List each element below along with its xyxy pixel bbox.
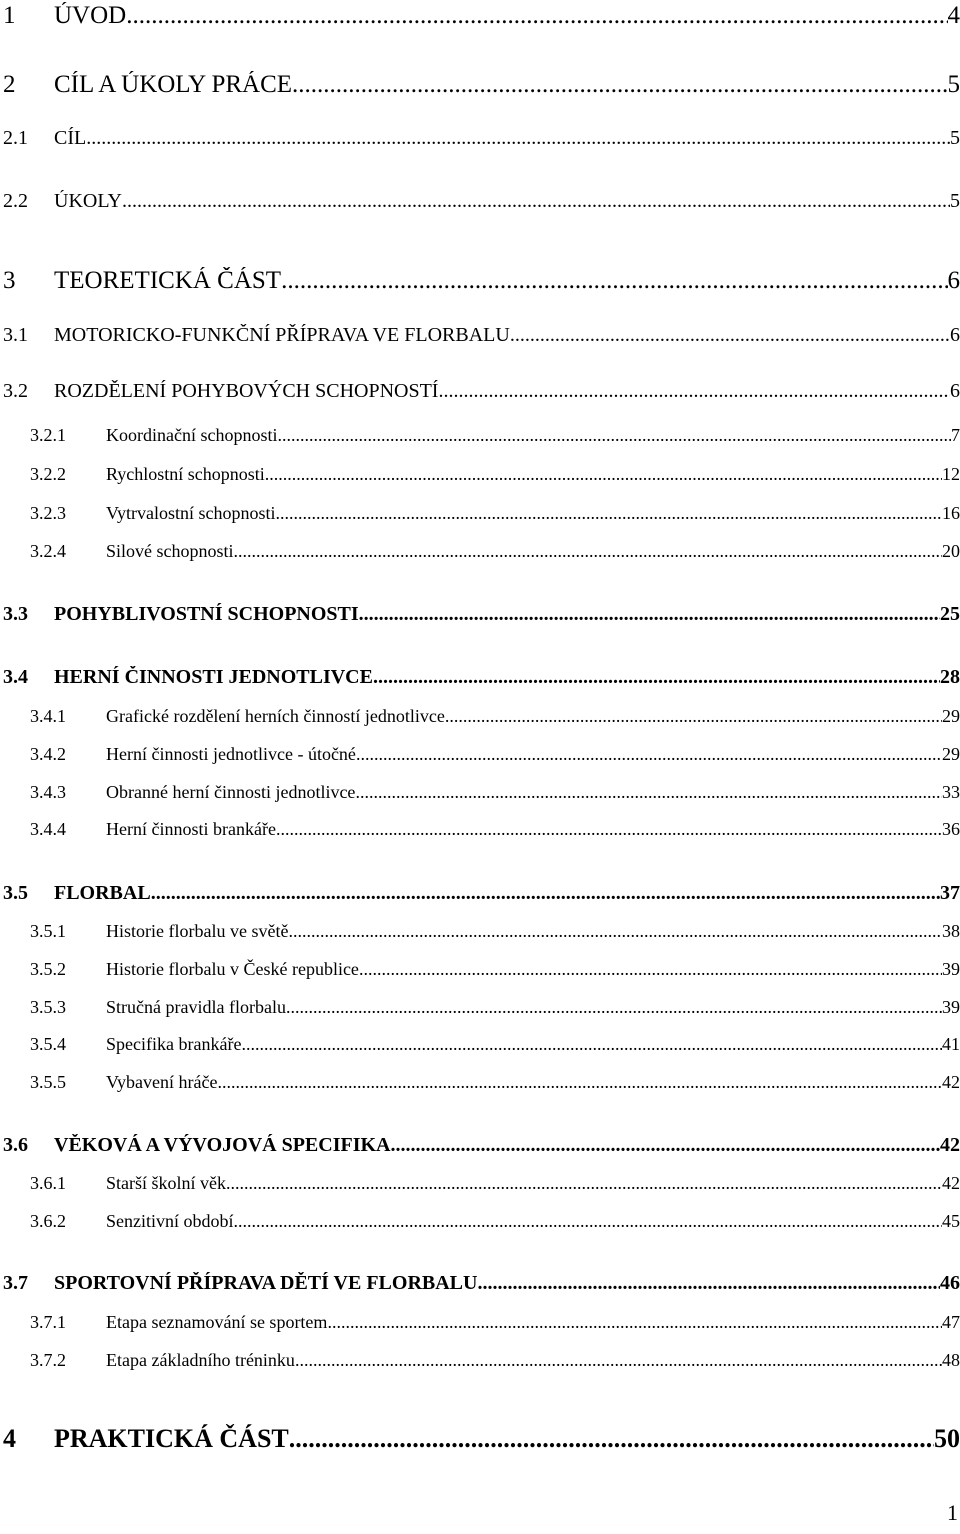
toc-entry[interactable] [0,324,960,354]
toc-entry[interactable] [0,127,960,157]
toc-entry[interactable] [0,541,960,571]
toc-entry[interactable] [0,921,960,951]
toc-entry-number: 3.4.3 [30,782,66,802]
toc-entry-page: 20 [942,541,960,561]
toc-entry-line [106,706,960,727]
toc-entry[interactable] [0,267,960,297]
toc-entry[interactable] [0,666,960,696]
toc-entry-line [54,2,960,30]
toc-entry-page: 47 [942,1312,960,1332]
toc-entry[interactable] [0,464,960,494]
toc-entry[interactable] [0,603,960,633]
toc-entry[interactable] [0,503,960,533]
toc-entry-number: 3.5 [3,882,28,904]
toc-leader-dots [391,1134,941,1157]
toc-entry-number: 3.2.1 [30,425,66,445]
toc-entry-number: 3.6.1 [30,1173,66,1193]
toc-entry-title: Grafické rozdělení herních činností jednotlivce [106,706,445,726]
toc-leader-dots [265,464,942,485]
toc-entry-page: 4 [947,2,960,29]
toc-entry-title: Historie florbalu v České republice [106,959,359,979]
toc-entry-title: Koordinační schopnosti [106,425,278,445]
toc-entry-number: 3.4.1 [30,706,66,726]
toc-entry-line [54,190,960,213]
toc-entry-page: 50 [934,1424,960,1453]
toc-entry-page: 38 [942,921,960,941]
toc-leader-dots [151,882,940,905]
toc-entry-title: FLORBAL [54,882,151,904]
toc-entry-title: Herní činnosti brankáře [106,819,276,839]
toc-entry-number: 3.2.4 [30,541,66,561]
toc-leader-dots [295,1350,942,1371]
toc-entry[interactable] [0,1134,960,1164]
toc-entry-line [106,744,960,765]
toc-entry-title: Starší školní věk [106,1173,226,1193]
toc-entry-title: HERNÍ ČINNOSTI JEDNOTLIVCE [54,666,373,688]
toc-leader-dots [276,503,943,524]
toc-entry-number: 4 [3,1424,16,1453]
toc-entry-number: 3.5.1 [30,921,66,941]
page-number: 1 [947,1500,958,1525]
toc-entry[interactable] [0,819,960,849]
toc-leader-dots [445,706,942,727]
toc-leader-dots [86,127,950,150]
toc-entry[interactable] [0,1272,960,1302]
toc-entry-number: 3.6.2 [30,1211,66,1231]
toc-entry[interactable] [0,1424,960,1454]
toc-entry-number: 3.4.4 [30,819,66,839]
toc-entry-number: 3.2.2 [30,464,66,484]
toc-entry-page: 7 [951,425,960,445]
toc-entry-line [54,1134,960,1157]
toc-leader-dots [359,603,940,626]
toc-entry[interactable] [0,380,960,410]
toc-entry-title: MOTORICKO-FUNKČNÍ PŘÍPRAVA VE FLORBALU [54,324,510,346]
toc-entry-page: 33 [942,782,960,802]
toc-entry-title: ROZDĚLENÍ POHYBOVÝCH SCHOPNOSTÍ [54,380,439,402]
toc-entry-line [106,464,960,485]
toc-entry-title: CÍL [54,127,87,149]
toc-leader-dots [277,425,951,446]
toc-entry-title: ÚVOD [54,2,127,29]
toc-leader-dots [126,2,947,30]
toc-entry-page: 6 [947,267,960,294]
toc-entry[interactable] [0,71,960,101]
toc-entry-line [106,1072,960,1093]
toc-entry-line [54,1424,960,1454]
toc-entry-line [106,921,960,942]
toc-leader-dots [359,959,942,980]
toc-entry-title: Specifika brankáře [106,1034,242,1054]
toc-entry-page: 12 [942,464,960,484]
toc-entry-page: 29 [942,744,960,764]
toc-entry-line [106,782,960,803]
toc-leader-dots [438,380,950,403]
toc-entry-line [106,541,960,562]
toc-entry-page: 48 [942,1350,960,1370]
toc-entry-title: Herní činnosti jednotlivce - útočné [106,744,356,764]
toc-entry[interactable] [0,190,960,220]
toc-entry-title: Vytrvalostní schopnosti [106,503,276,523]
toc-entry-line [106,503,960,524]
toc-entry-line [106,1350,960,1371]
toc-entry[interactable] [0,2,960,32]
toc-leader-dots [355,782,942,803]
toc-entry-number: 3.2 [3,380,28,402]
toc-entry-number: 3.6 [3,1134,28,1156]
toc-entry-line [54,71,960,99]
toc-leader-dots [373,666,940,689]
toc-entry-page: 6 [950,324,960,346]
toc-entry-page: 36 [942,819,960,839]
toc-entry[interactable] [0,706,960,736]
toc-leader-dots [477,1272,940,1295]
toc-entry-page: 16 [942,503,960,523]
toc-entry-page: 25 [940,603,960,625]
toc-entry-page: 39 [942,997,960,1017]
toc-entry-title: SPORTOVNÍ PŘÍPRAVA DĚTÍ VE FLORBALU [54,1272,478,1294]
toc-leader-dots [327,1312,942,1333]
toc-entry-line [106,997,960,1018]
toc-leader-dots [356,744,942,765]
toc-entry-number: 3.5.5 [30,1072,66,1092]
toc-entry-number: 3.3 [3,603,28,625]
toc-entry-title: Obranné herní činnosti jednotlivce [106,782,356,802]
toc-entry-title: Silové schopnosti [106,541,234,561]
toc-leader-dots [122,190,950,213]
toc-entry-title: Senzitivní období [106,1211,234,1231]
toc-entry-title: Vybavení hráče [106,1072,218,1092]
toc-entry[interactable] [0,1072,960,1102]
toc-entry-line [54,324,960,347]
toc-entry-line [54,603,960,626]
toc-entry-line [106,1173,960,1194]
toc-entry[interactable] [0,425,960,455]
toc-leader-dots [241,1034,942,1055]
toc-entry-line [54,666,960,689]
toc-entry-page: 29 [942,706,960,726]
toc-entry-line [106,1211,960,1232]
toc-entry-title: Historie florbalu ve světě [106,921,289,941]
toc-entry-title: VĚKOVÁ A VÝVOJOVÁ SPECIFIKA [54,1134,391,1156]
toc-entry-line [54,380,960,403]
toc-entry-line [106,425,960,446]
toc-entry-page: 37 [940,882,960,904]
toc-leader-dots [292,71,947,99]
toc-entry[interactable] [0,997,960,1027]
toc-entry[interactable] [0,782,960,812]
toc-leader-dots [217,1072,942,1093]
toc-entry[interactable] [0,1173,960,1203]
toc-entry-page: 45 [942,1211,960,1231]
toc-entry-title: POHYBLIVOSTNÍ SCHOPNOSTI [54,603,359,625]
toc-entry-title: Stručná pravidla florbalu [106,997,286,1017]
toc-entry-number: 3.7 [3,1272,28,1294]
toc-entry-page: 42 [940,1134,960,1156]
toc-entry-page: 41 [942,1034,960,1054]
toc-entry-title: CÍL A ÚKOLY PRÁCE [54,71,293,98]
toc-entry-title: Etapa základního tréninku [106,1350,295,1370]
toc-entry-page: 5 [947,71,960,98]
toc-entry-number: 3.7.1 [30,1312,66,1332]
toc-entry-number: 3.5.4 [30,1034,66,1054]
toc-leader-dots [234,541,942,562]
toc-entry-page: 6 [950,380,960,402]
toc-entry-number: 3 [3,267,16,294]
toc-entry-number: 3.5.2 [30,959,66,979]
toc-entry[interactable] [0,744,960,774]
toc-entry-page: 5 [950,190,960,212]
toc-entry-title: Etapa seznamování se sportem [106,1312,328,1332]
toc-entry-line [106,1312,960,1333]
toc-entry[interactable] [0,1312,960,1342]
toc-entry-title: Rychlostní schopnosti [106,464,265,484]
toc-entry-page: 28 [940,666,960,688]
toc-entry[interactable] [0,1034,960,1064]
toc-entry[interactable] [0,882,960,912]
toc-entry-page: 42 [942,1173,960,1193]
toc-entry-line [106,959,960,980]
toc-leader-dots [288,921,942,942]
toc-entry-page: 46 [940,1272,960,1294]
toc-entry-number: 3.5.3 [30,997,66,1017]
toc-entry-number: 3.2.3 [30,503,66,523]
toc-leader-dots [276,819,942,840]
toc-entry-number: 1 [3,2,16,29]
toc-entry-title: TEORETICKÁ ČÁST [54,267,282,294]
toc-leader-dots [234,1211,943,1232]
toc-entry-line [106,1034,960,1055]
toc-entry-number: 2.2 [3,190,28,212]
toc-entry-page: 42 [942,1072,960,1092]
toc-leader-dots [289,1424,934,1454]
toc-entry[interactable] [0,1211,960,1241]
toc-leader-dots [510,324,950,347]
toc-entry-line [54,1272,960,1295]
toc-entry-page: 39 [942,959,960,979]
toc-entry-number: 2 [3,71,16,98]
toc-entry-number: 2.1 [3,127,28,149]
toc-entry-number: 3.4 [3,666,28,688]
toc-entry[interactable] [0,1350,960,1380]
toc-entry[interactable] [0,959,960,989]
toc-entry-title: PRAKTICKÁ ČÁST [54,1424,289,1453]
toc-entry-line [106,819,960,840]
toc-leader-dots [226,1173,942,1194]
toc-entry-line [54,882,960,905]
toc-entry-line [54,267,960,295]
toc-entry-number: 3.7.2 [30,1350,66,1370]
toc-entry-title: ÚKOLY [54,190,122,212]
toc-leader-dots [286,997,942,1018]
toc-entry-line [54,127,960,150]
toc-leader-dots [281,267,947,295]
toc-entry-number: 3.4.2 [30,744,66,764]
toc-entry-number: 3.1 [3,324,28,346]
toc-entry-page: 5 [950,127,960,149]
